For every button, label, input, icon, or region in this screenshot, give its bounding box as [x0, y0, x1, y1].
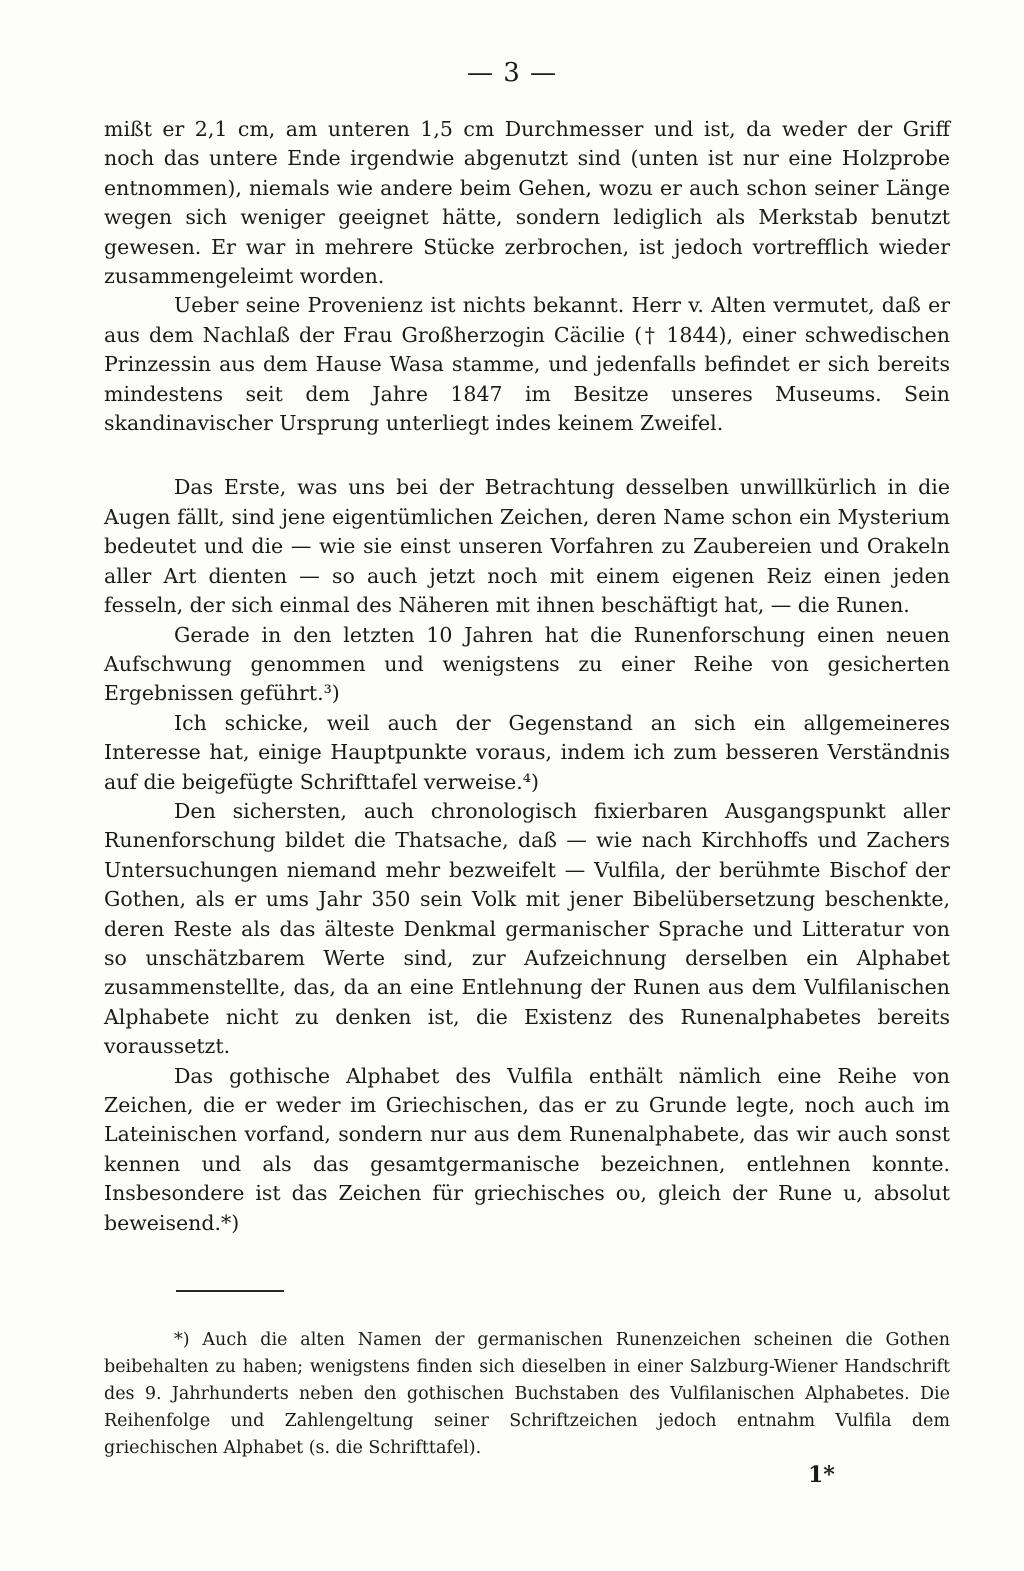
- footnote: [104, 1327, 950, 1462]
- footnote-text: *) Auch die alten Namen der germanischen Runenzeichen scheinen die Gothen beibehalten zu haben; wenigstens finden sich dieselben in einer Salzburg-Wiener Handschrift des 9. Jahrhunderts neben den gothischen Buchstaben des Vulfilanischen Alphabetes. Die Reihenfolge und Zahlengeltung seiner Schriftzeichen jedoch entnahm Vulfila dem griechischen Alphabet (s. die Schrifttafel).: [104, 1330, 950, 1458]
- paragraph-6: Den sichersten, auch chronologisch fixierbaren Ausgangspunkt aller Runenforschung bildet die Thatsache, daß — wie nach Kirchhoffs und Zachers Untersuchungen niemand mehr bezweifelt — Vulfila, der berühmte Bischof der Gothen, als er ums Jahr 350 sein Volk mit jener Bibelübersetzung beschenkte, deren Reste als das älteste Denkmal germanischer Sprache und Litteratur von so unschätzbarem Werte sind, zur Aufzeichnung derselben ein Alphabet zusammenstellte, das, da an eine Entlehnung der Runen aus dem Vulfilanischen Alphabete nicht zu denken ist, die Existenz des Runenalphabetes bereits voraussetzt.: [104, 798, 950, 1059]
- paragraph-5: Ich schicke, weil auch der Gegenstand an sich ein allgemeineres Interesse hat, einige Hauptpunkte voraus, indem ich zum besseren Verständnis auf die beigefügte Schrifttafel verweise.⁴): [104, 710, 950, 794]
- body-text: [104, 115, 950, 1238]
- signature-mark: 1*: [808, 1462, 835, 1488]
- paragraph-3: Das Erste, was uns bei der Betrachtung desselben unwillkürlich in die Augen fällt, sind jene eigentümlichen Zeichen, deren Name schon ein Mysterium bedeutet und die — wie sie einst unseren Vorfahren zu Zaubereien und Orakeln aller Art dienten — so auch jetzt noch mit einem eigenen Reiz einen jeden fesseln, der sich einmal des Näheren mit ihnen beschäftigt hat, — die Runen.: [104, 475, 950, 618]
- footnote-divider: [176, 1290, 284, 1292]
- page-number: — 3 —: [466, 58, 558, 88]
- paragraph-1: mißt er 2,1 cm, am unteren 1,5 cm Durchmesser und ist, da weder der Griff noch das untere Ende irgendwie abgenutzt sind (unten ist nur eine Holzprobe entnommen), niemals wie andere beim Gehen, wozu er auch schon seiner Länge wegen sich weniger geeignet hätte, sondern lediglich als Merkstab benutzt gewesen. Er war in mehrere Stücke zerbrochen, ist jedoch vortrefflich wieder zusammengeleimt worden.: [104, 117, 950, 289]
- paragraph-4: Gerade in den letzten 10 Jahren hat die Runenforschung einen neuen Aufschwung genommen und wenigstens zu einer Reihe von gesicherten Ergebnissen geführt.³): [104, 622, 950, 706]
- paragraph-7: Das gothische Alphabet des Vulfila enthält nämlich eine Reihe von Zeichen, die er weder im Griechischen, das er zu Grunde legte, noch auch im Lateinischen vorfand, sondern nur aus dem Runenalphabete, das wir auch sonst kennen und als das gesamtgermanische bezeichnen, entlehnen konnte. Insbesondere ist das Zeichen für griechisches ου, gleich der Rune u, absolut beweisend.*): [104, 1063, 950, 1235]
- paragraph-2: Ueber seine Provenienz ist nichts bekannt. Herr v. Alten vermutet, daß er aus dem Nachlaß der Frau Großherzogin Cäcilie († 1844), einer schwedischen Prinzessin aus dem Hause Wasa stamme, und jedenfalls befindet er sich bereits mindestens seit dem Jahre 1847 im Besitze unseres Museums. Sein skandinavischer Ursprung unterliegt indes keinem Zweifel.: [104, 293, 950, 436]
